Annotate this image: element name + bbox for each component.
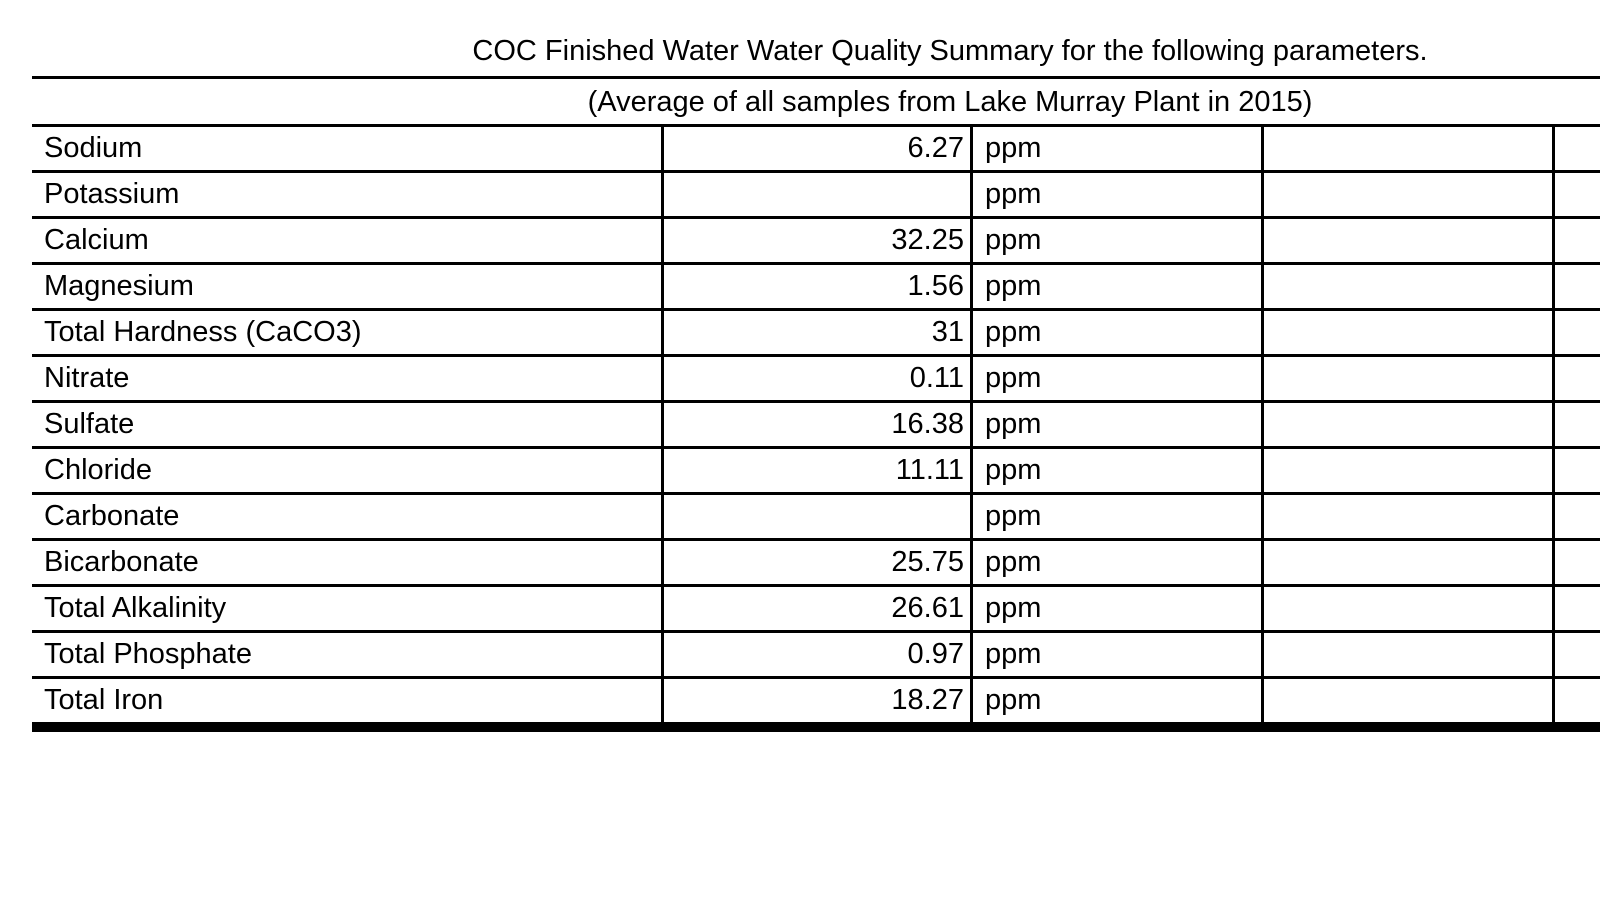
table-row bbox=[32, 586, 1600, 632]
parameter-value-cell: 26.61 bbox=[663, 586, 972, 632]
table-row bbox=[32, 632, 1600, 678]
parameter-value-cell: 32.25 bbox=[663, 218, 972, 264]
parameter-unit-cell: ppm bbox=[972, 494, 1263, 540]
parameter-value-cell: 16.38 bbox=[663, 402, 972, 448]
parameter-value-cell: 11.11 bbox=[663, 448, 972, 494]
parameter-name-cell: Sodium bbox=[32, 126, 663, 172]
table-row bbox=[32, 126, 1600, 172]
empty-cell bbox=[1263, 172, 1554, 218]
empty-cell bbox=[1263, 632, 1554, 678]
table-row bbox=[32, 678, 1600, 728]
parameter-unit-cell: ppm bbox=[972, 586, 1263, 632]
parameter-unit-cell: ppm bbox=[972, 402, 1263, 448]
empty-cell bbox=[1554, 310, 1600, 356]
table-row bbox=[32, 264, 1600, 310]
table-row bbox=[32, 356, 1600, 402]
parameter-name-cell: Total Phosphate bbox=[32, 632, 663, 678]
parameter-value-cell: 6.27 bbox=[663, 126, 972, 172]
empty-cell bbox=[1554, 586, 1600, 632]
document-subtitle: (Average of all samples from Lake Murray Plant in 2015) bbox=[587, 86, 1313, 118]
empty-cell bbox=[1263, 126, 1554, 172]
parameter-unit-cell: ppm bbox=[972, 356, 1263, 402]
parameter-value-cell: 0.11 bbox=[663, 356, 972, 402]
parameter-name-cell: Sulfate bbox=[32, 402, 663, 448]
parameter-value-cell: 31 bbox=[663, 310, 972, 356]
empty-cell bbox=[1554, 632, 1600, 678]
table-row bbox=[32, 402, 1600, 448]
table-row bbox=[32, 448, 1600, 494]
table-row bbox=[32, 172, 1600, 218]
water-quality-table bbox=[32, 124, 1600, 732]
parameter-name-cell: Bicarbonate bbox=[32, 540, 663, 586]
parameter-name-cell: Nitrate bbox=[32, 356, 663, 402]
empty-cell bbox=[1554, 126, 1600, 172]
empty-cell bbox=[1263, 402, 1554, 448]
table-body bbox=[32, 126, 1600, 728]
parameter-value-cell: 1.56 bbox=[663, 264, 972, 310]
table-row bbox=[32, 310, 1600, 356]
empty-cell bbox=[1554, 356, 1600, 402]
empty-cell bbox=[1263, 494, 1554, 540]
parameter-unit-cell: ppm bbox=[972, 172, 1263, 218]
empty-cell bbox=[1263, 448, 1554, 494]
empty-cell bbox=[1554, 448, 1600, 494]
empty-cell bbox=[1554, 402, 1600, 448]
parameter-name-cell: Potassium bbox=[32, 172, 663, 218]
parameter-value-cell bbox=[663, 172, 972, 218]
empty-cell bbox=[1554, 540, 1600, 586]
empty-cell bbox=[1554, 494, 1600, 540]
parameter-unit-cell: ppm bbox=[972, 448, 1263, 494]
table-row bbox=[32, 494, 1600, 540]
parameter-name-cell: Total Iron bbox=[32, 678, 663, 728]
parameter-unit-cell: ppm bbox=[972, 310, 1263, 356]
parameter-name-cell: Chloride bbox=[32, 448, 663, 494]
parameter-name-cell: Total Hardness (CaCO3) bbox=[32, 310, 663, 356]
empty-cell bbox=[1263, 678, 1554, 728]
parameter-unit-cell: ppm bbox=[972, 678, 1263, 728]
empty-cell bbox=[1263, 310, 1554, 356]
parameter-name-cell: Total Alkalinity bbox=[32, 586, 663, 632]
empty-cell bbox=[1554, 678, 1600, 728]
empty-cell bbox=[1554, 264, 1600, 310]
table-row bbox=[32, 540, 1600, 586]
parameter-value-cell: 0.97 bbox=[663, 632, 972, 678]
parameter-name-cell: Carbonate bbox=[32, 494, 663, 540]
parameter-unit-cell: ppm bbox=[972, 126, 1263, 172]
empty-cell bbox=[1263, 586, 1554, 632]
empty-cell bbox=[1554, 218, 1600, 264]
empty-cell bbox=[1263, 356, 1554, 402]
document-title: COC Finished Water Water Quality Summary for the following parameters. bbox=[472, 35, 1428, 67]
empty-cell bbox=[1263, 218, 1554, 264]
parameter-name-cell: Calcium bbox=[32, 218, 663, 264]
empty-cell bbox=[1263, 540, 1554, 586]
parameter-value-cell: 25.75 bbox=[663, 540, 972, 586]
empty-cell bbox=[1263, 264, 1554, 310]
table-row bbox=[32, 218, 1600, 264]
parameter-unit-cell: ppm bbox=[972, 540, 1263, 586]
title-divider bbox=[32, 76, 1600, 79]
parameter-value-cell bbox=[663, 494, 972, 540]
parameter-name-cell: Magnesium bbox=[32, 264, 663, 310]
parameter-unit-cell: ppm bbox=[972, 632, 1263, 678]
empty-cell bbox=[1554, 172, 1600, 218]
parameter-unit-cell: ppm bbox=[972, 264, 1263, 310]
parameter-value-cell: 18.27 bbox=[663, 678, 972, 728]
parameter-unit-cell: ppm bbox=[972, 218, 1263, 264]
